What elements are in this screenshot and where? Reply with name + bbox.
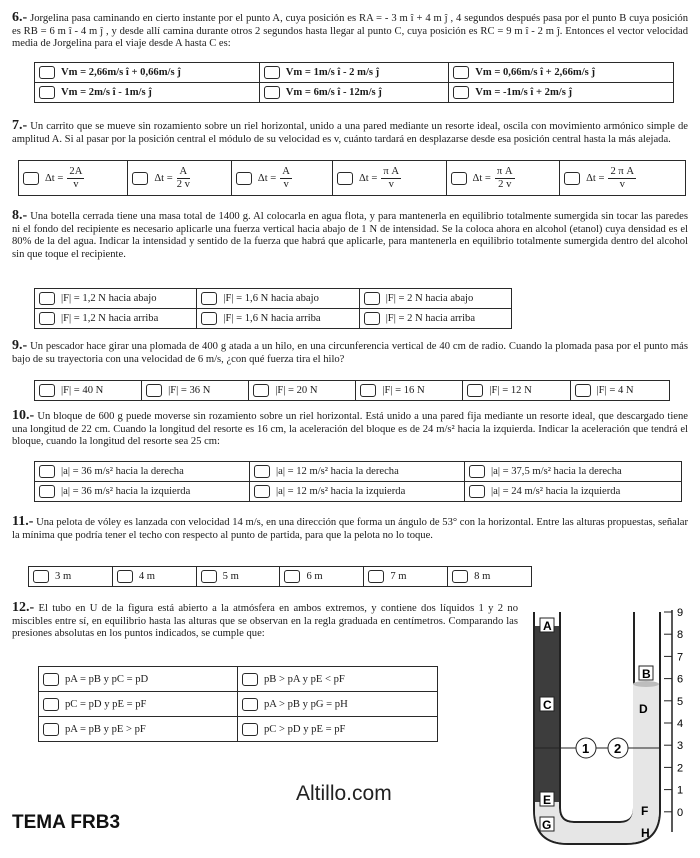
q6-option[interactable]: Vm = 6m/s î - 12m/s ĵ (259, 83, 448, 103)
q12-option[interactable]: pC = pD y pE = pF (39, 692, 238, 717)
question-text: Una botella cerrada tiene una masa total de 1400 g. Al colocarla en agua flota, y para mantenerla en equilibrio totalmente sumergida sin tocar las paredes ni el fondo del recipiente es necesario aplicarle una fuerza vertical hacia abajo de 1 N de intensidad. Se la coloca ahora en alcohol (etanol) cuya densidad es el 80% de la del agua. Indicar la intensidad y sentido de la fuerza que habrá que aplicarle, para mantenerla en equilibrio totalmente sumergida dentro del alcohol sin que toque el recipiente. (12, 211, 688, 260)
q6-option[interactable]: Vm = 2,66m/s î + 0,66m/s ĵ (35, 63, 260, 83)
checkbox-icon[interactable] (368, 570, 384, 583)
q6-options (34, 62, 674, 103)
u-tube-figure (520, 600, 690, 854)
checkbox-icon[interactable] (242, 723, 258, 736)
checkbox-icon[interactable] (469, 465, 485, 478)
liquid-2-label: 2 (614, 741, 622, 756)
q8-option[interactable]: |F| = 2 N hacia arriba (359, 309, 511, 329)
q12-option[interactable]: pB > pA y pE < pF (237, 667, 437, 692)
question-12 (12, 602, 518, 641)
checkbox-icon[interactable] (39, 66, 55, 79)
q11-option[interactable]: 7 m (364, 567, 448, 587)
ruler-label: 0 (677, 806, 684, 819)
ruler-label: 5 (677, 695, 684, 708)
question-number: 10.- (12, 408, 35, 423)
q9-option[interactable]: |F| = 4 N (570, 381, 669, 401)
q9-option[interactable]: |F| = 16 N (356, 381, 463, 401)
question-7 (12, 120, 688, 146)
q8-option[interactable]: |F| = 1,2 N hacia abajo (35, 289, 197, 309)
checkbox-icon[interactable] (284, 570, 300, 583)
checkbox-icon[interactable] (236, 172, 252, 185)
question-number: 11.- (12, 514, 34, 529)
checkbox-icon[interactable] (253, 384, 269, 397)
q6-option[interactable]: Vm = 0,66m/s î + 2,66m/s ĵ (449, 63, 674, 83)
q7-option[interactable]: Δt = $\frac{2A}{v}$ (19, 161, 128, 196)
q8-option[interactable]: |F| = 1,6 N hacia abajo (197, 289, 359, 309)
question-number: 9.- (12, 338, 28, 353)
q12-option[interactable]: pA = pB y pC = pD (39, 667, 238, 692)
ruler-label: 8 (677, 629, 684, 642)
checkbox-icon[interactable] (117, 570, 133, 583)
q10-option[interactable]: |a| = 36 m/s² hacia la izquierda (35, 482, 250, 502)
checkbox-icon[interactable] (451, 172, 467, 185)
q10-option[interactable]: |a| = 24 m/s² hacia la izquierda (465, 482, 682, 502)
ruler-label: 6 (677, 673, 684, 686)
checkbox-icon[interactable] (33, 570, 49, 583)
q10-options (34, 461, 682, 502)
checkbox-icon[interactable] (146, 384, 162, 397)
question-11 (12, 516, 688, 542)
checkbox-icon[interactable] (564, 172, 580, 185)
q11-option[interactable]: 8 m (448, 567, 532, 587)
site-brand: Altillo.com (296, 782, 392, 805)
checkbox-icon[interactable] (43, 723, 59, 736)
checkbox-icon[interactable] (452, 570, 468, 583)
q11-option[interactable]: 5 m (196, 567, 280, 587)
checkbox-icon[interactable] (39, 384, 55, 397)
ruler-label: 2 (677, 762, 684, 775)
q7-option[interactable]: Δt = $\frac{\text{2 π A}}{v}$ (560, 161, 686, 196)
u-tube-inner-wall (560, 612, 634, 822)
q8-option[interactable]: |F| = 2 N hacia abajo (359, 289, 511, 309)
checkbox-icon[interactable] (364, 312, 380, 325)
checkbox-icon[interactable] (575, 384, 591, 397)
question-9 (12, 340, 688, 366)
q10-option[interactable]: |a| = 36 m/s² hacia la derecha (35, 462, 250, 482)
checkbox-icon[interactable] (39, 485, 55, 498)
question-number: 7.- (12, 118, 28, 133)
q11-option[interactable]: 6 m (280, 567, 364, 587)
q9-option[interactable]: |F| = 40 N (35, 381, 142, 401)
question-10 (12, 410, 688, 449)
point-h-label: H (641, 826, 650, 840)
q8-option[interactable]: |F| = 1,6 N hacia arriba (197, 309, 359, 329)
point-g-label: G (542, 818, 552, 832)
checkbox-icon[interactable] (43, 673, 59, 686)
q6-option[interactable]: Vm = 2m/s î - 1m/s ĵ (35, 83, 260, 103)
checkbox-icon[interactable] (469, 485, 485, 498)
question-number: 12.- (12, 600, 35, 615)
point-a-label: A (543, 619, 552, 633)
question-text: Un pescador hace girar una plomada de 400 g atada a un hilo, en una circunferencia vertical de 40 cm de radio. Cuando la plomada pasa por el punto más bajo de su trayectoria con una velocidad de 6 m/s, ¿con qué fuerza tira el hilo? (12, 341, 688, 365)
checkbox-icon[interactable] (254, 485, 270, 498)
checkbox-icon[interactable] (201, 570, 217, 583)
exam-topic: TEMA FRB3 (12, 812, 121, 833)
question-text: Jorgelina pasa caminando en cierto instante por el punto A, cuya posición es RA = - 3 m î + 4 m ĵ , 4 segundos después pasa por el punto B cuya posición es RB = 6 m î - 4 m ĵ , y desde allí camina durante otros 2 segundos hasta llegar al punto C, cuya posición es RC = 9 m î - 2 m ĵ. Entonces el vector velocidad media de Jorgelina para el viaje desde A hasta C es: (12, 13, 689, 50)
ruler-label: 1 (677, 784, 684, 797)
q12-option[interactable]: pA = pB y pE > pF (39, 717, 238, 742)
checkbox-icon[interactable] (364, 292, 380, 305)
q11-options (28, 566, 532, 587)
q6-option[interactable]: Vm = 1m/s î - 2 m/s ĵ (259, 63, 448, 83)
checkbox-icon[interactable] (23, 172, 39, 185)
q8-option[interactable]: |F| = 1,2 N hacia arriba (35, 309, 197, 329)
checkbox-icon[interactable] (453, 86, 469, 99)
ruler-label: 9 (677, 607, 684, 619)
q9-option[interactable]: |F| = 12 N (463, 381, 570, 401)
q10-option[interactable]: |a| = 37,5 m/s² hacia la derecha (465, 462, 682, 482)
checkbox-icon[interactable] (39, 465, 55, 478)
ruler-label: 7 (677, 651, 684, 664)
checkbox-icon[interactable] (360, 384, 376, 397)
question-8 (12, 210, 688, 261)
liquid-1-label: 1 (582, 741, 590, 756)
checkbox-icon[interactable] (264, 66, 280, 79)
q10-option[interactable]: |a| = 12 m/s² hacia la derecha (250, 462, 465, 482)
liquid-1 (535, 626, 559, 802)
ruler-label: 4 (677, 718, 684, 730)
question-number: 6.- (12, 10, 28, 25)
q7-option[interactable]: Δt = $\frac{A}{2 v}$ (128, 161, 232, 196)
q11-option[interactable]: 3 m (29, 567, 113, 587)
q12-option[interactable]: pC > pD y pE = pF (237, 717, 437, 742)
checkbox-icon[interactable] (453, 66, 469, 79)
q7-option[interactable]: Δt = $\frac{A}{v}$ (231, 161, 332, 196)
point-e-label: E (543, 793, 552, 807)
point-d-label: D (639, 702, 648, 716)
checkbox-icon[interactable] (254, 465, 270, 478)
q7-option[interactable]: Δt = $\frac{\text{π A}}{2 v}$ (446, 161, 560, 196)
checkbox-icon[interactable] (337, 172, 353, 185)
checkbox-icon[interactable] (467, 384, 483, 397)
checkbox-icon[interactable] (264, 86, 280, 99)
point-f-label: F (641, 804, 649, 818)
point-b-label: B (642, 667, 651, 681)
checkbox-icon[interactable] (132, 172, 148, 185)
question-number: 8.- (12, 208, 28, 223)
question-text: Un bloque de 600 g puede moverse sin rozamiento sobre un riel horizontal. Está unido a una pared fija mediante un resorte ideal, que descargado tiene una longitud de 22 cm. Cuando la longitud del resorte es 16 cm, la aceleración del bloque es de 24 m/s² hacia la izquierda. Indicar la aceleración que tendrá el bloque, cuando la longitud del resorte sea 25 cm: (12, 411, 688, 448)
question-text: El tubo en U de la figura está abierto a la atmósfera en ambos extremos, y contiene dos líquidos 1 y 2 no miscibles entre sí, en equilibrio hasta las alturas que se observan en la regla graduada en centímetros. Comparando las presiones absolutas en los puntos indicados, se cumple que: (12, 603, 518, 640)
checkbox-icon[interactable] (39, 312, 55, 325)
q7-options (18, 160, 686, 196)
point-c-label: C (543, 698, 552, 712)
checkbox-icon[interactable] (242, 698, 258, 711)
checkbox-icon[interactable] (201, 292, 217, 305)
ruler-label: 3 (677, 740, 684, 753)
q6-option[interactable]: Vm = -1m/s î + 2m/s ĵ (449, 83, 674, 103)
q9-option[interactable]: |F| = 36 N (142, 381, 249, 401)
checkbox-icon[interactable] (201, 312, 217, 325)
checkbox-icon[interactable] (43, 698, 59, 711)
meniscus (633, 681, 659, 687)
q8-options (34, 288, 512, 329)
question-text: Un carrito que se mueve sin rozamiento sobre un riel horizontal, unido a una pared mediante un resorte ideal, oscila con movimiento armónico simple de amplitud A. Si al pasar por la posición central el módulo de su velocidad es v, cuánto tardará en desplazarse desde esa posición central hasta la más alejada. (12, 121, 688, 145)
question-6 (12, 12, 688, 51)
q9-options (34, 380, 670, 401)
q12-option[interactable]: pA > pB y pG = pH (237, 692, 437, 717)
q9-option[interactable]: |F| = 20 N (249, 381, 356, 401)
checkbox-icon[interactable] (39, 292, 55, 305)
checkbox-icon[interactable] (242, 673, 258, 686)
checkbox-icon[interactable] (39, 86, 55, 99)
q7-option[interactable]: Δt = $\frac{\text{π A}}{v}$ (333, 161, 447, 196)
q11-option[interactable]: 4 m (112, 567, 196, 587)
q12-options (38, 666, 438, 742)
question-text: Una pelota de vóley es lanzada con velocidad 14 m/s, en una dirección que forma un ángulo de 53° con la horizontal. Entre las alturas propuestas, señalar la mínima que podría tener el techo con respecto al punto de partida, para que la pelota no lo toque. (12, 517, 688, 541)
q10-option[interactable]: |a| = 12 m/s² hacia la izquierda (250, 482, 465, 502)
